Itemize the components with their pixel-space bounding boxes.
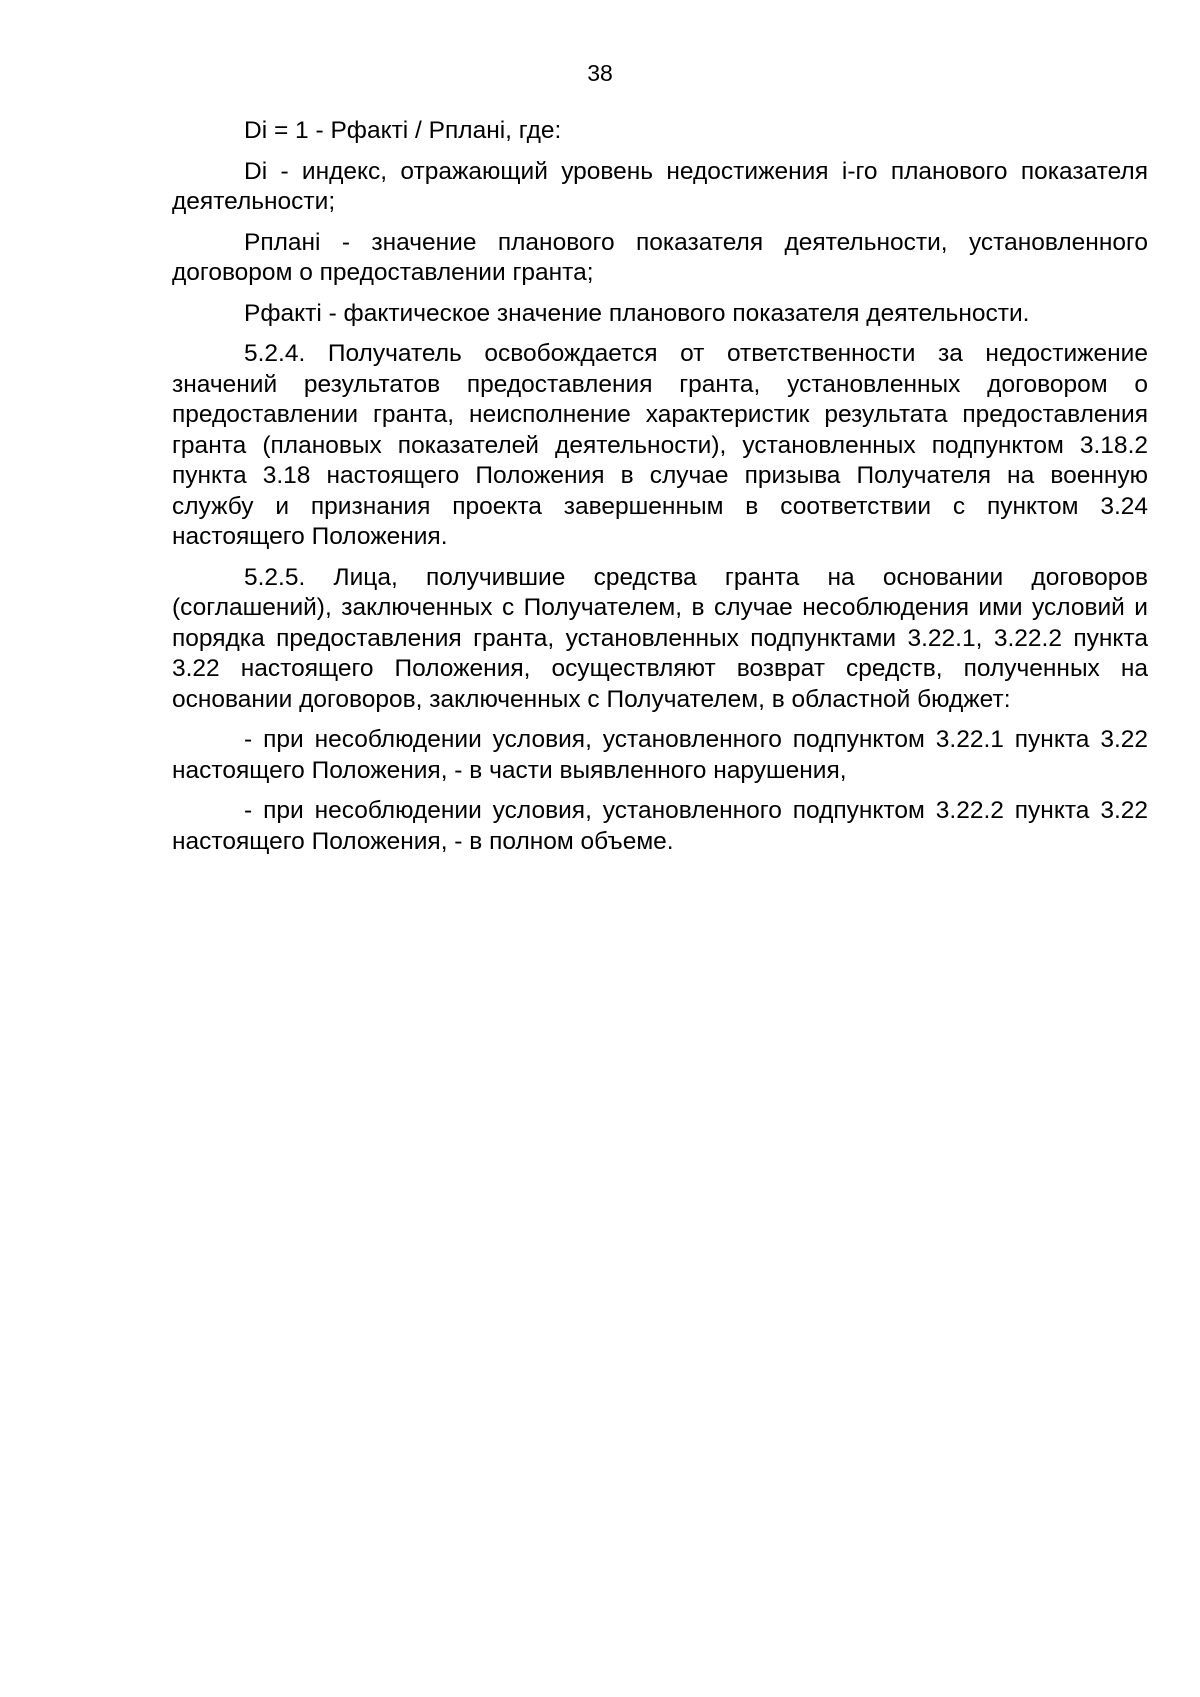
page-number: 38 <box>587 60 613 86</box>
definition-pplan-paragraph: Рплані - значение планового показателя деятельности, установленного договором о предоставлении гранта; <box>172 228 1148 286</box>
document-body <box>172 116 1148 867</box>
clause-5-2-5-paragraph: 5.2.5. Лица, получившие средства гранта на основании договоров (соглашений), заключенных с Получателем, в случае несоблюдения ими условий и порядка предоставления гранта, установленных подпунктами 3.22.1, 3.22.2 пункта 3.22 настоящего Положения, осуществляют возврат средств, полученных на основании договоров, заключенных с Получателем, в областной бюджет: <box>172 563 1148 713</box>
formula-paragraph: Di = 1 - Рфакті / Рплані, где: <box>244 117 562 144</box>
definition-pfact-paragraph: Рфакті - фактическое значение планового показателя деятельности. <box>244 299 1030 327</box>
list-item-full-return: - при несоблюдении условия, установленного подпунктом 3.22.2 пункта 3.22 настоящего Положения, - в полном объеме. <box>172 797 1148 855</box>
list-item-partial-return: - при несоблюдении условия, установленного подпунктом 3.22.1 пункта 3.22 настоящего Положения, - в части выявленного нарушения, <box>172 726 1148 784</box>
definition-di-paragraph: Di - индекс, отражающий уровень недостижения і-го планового показателя деятельности; <box>172 157 1148 215</box>
clause-5-2-4-paragraph: 5.2.4. Получатель освобождается от ответственности за недостижение значений результатов предоставления гранта, установленных договором о предоставлении гранта, неисполнение характеристик результата предоставления гранта (плановых показателей деятельности), установленных подпунктом 3.18.2 пункта 3.18 настоящего Положения в случае призыва Получателя на военную службу и признания проекта завершенным в соответствии с пунктом 3.24 настоящего Положения. <box>172 340 1148 550</box>
